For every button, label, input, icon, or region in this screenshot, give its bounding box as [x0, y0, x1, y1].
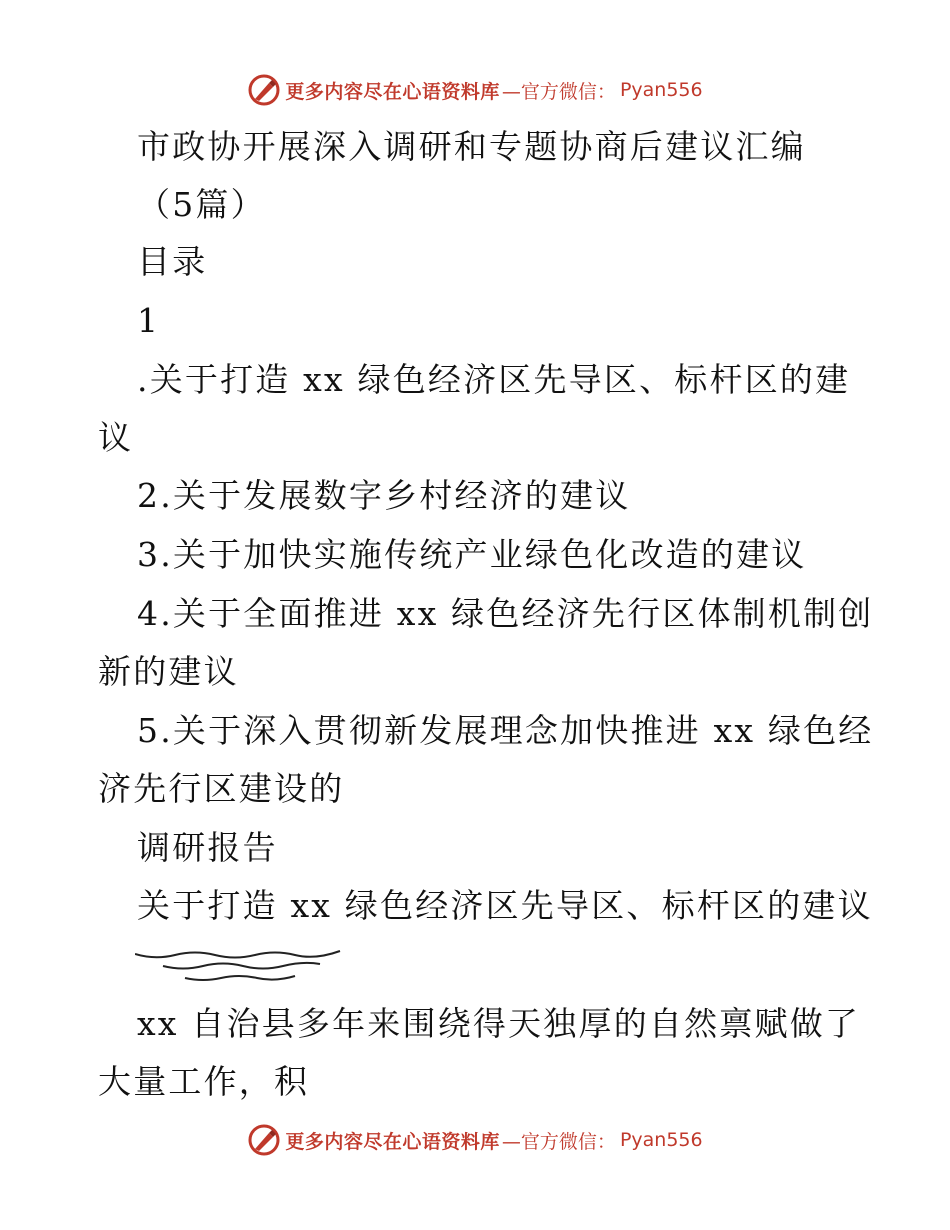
toc-heading: 目录 — [137, 242, 208, 281]
paragraph-line2: 大量工作，积 — [98, 1062, 310, 1101]
toc-item2: 2.关于发展数字乡村经济的建议 — [137, 476, 631, 515]
banner-wechat-id: Pyan556 — [619, 79, 703, 101]
toc-item5-line2: 济先行区建设的 — [98, 769, 345, 808]
banner-main-text: 更多内容尽在心语资料库 — [285, 1130, 500, 1153]
banner-main-text: 更多内容尽在心语资料库 — [285, 80, 500, 103]
wavy-underline — [135, 948, 350, 988]
pen-logo-icon — [247, 73, 281, 107]
doc-title-line1: 市政协开展深入调研和专题协商后建议汇编 — [137, 127, 806, 166]
pen-logo-icon — [247, 1123, 281, 1157]
toc-item4-line2: 新的建议 — [98, 652, 239, 691]
banner-sub-text: —官方微信： — [501, 80, 616, 103]
toc-item5-line1: 5.关于深入贯彻新发展理念加快推进 xx 绿色经 — [137, 711, 874, 750]
toc-item1-line1: .关于打造 xx 绿色经济区先导区、标杆区的建 — [137, 360, 851, 399]
toc-item3: 3.关于加快实施传统产业绿色化改造的建议 — [137, 535, 807, 574]
banner-wechat-id: Pyan556 — [619, 1129, 703, 1151]
banner-sub-text: —官方微信： — [501, 1130, 616, 1153]
toc-item4-line1: 4.关于全面推进 xx 绿色经济先行区体制机制创 — [137, 594, 874, 633]
header-banner — [0, 70, 950, 110]
paragraph-line1: xx 自治县多年来围绕得天独厚的自然禀赋做了 — [137, 1004, 861, 1043]
doc-title-line2: （5篇） — [137, 185, 266, 224]
toc-item1-number: 1 — [137, 301, 161, 340]
section-title: 关于打造 xx 绿色经济区先导区、标杆区的建议 — [137, 886, 873, 925]
toc-item5-line3: 调研报告 — [137, 828, 278, 867]
toc-item1-line2: 议 — [98, 418, 134, 457]
footer-banner — [0, 1120, 950, 1160]
